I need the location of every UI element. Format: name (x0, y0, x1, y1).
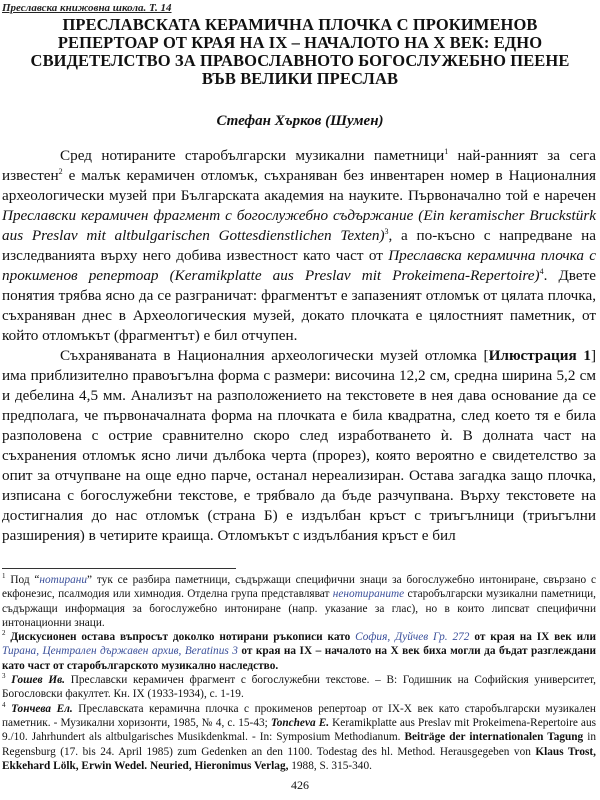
footnote-2 (2, 630, 596, 673)
footnote-1 (2, 573, 596, 630)
article-body (2, 146, 596, 546)
running-head: Преславска книжовна школа. Т. 14 (2, 2, 172, 14)
footnote-text-run: Гошев Ив. (11, 674, 65, 687)
footnote-text-run: старобългарски музикални паметници, съдържащи информация за богослужебно интониране (напр. указание за глас), но в които липсват специфични интонационни знаци. (2, 588, 596, 629)
illustration-ref[interactable]: Илюстрация 1 (488, 347, 591, 364)
footnote-text-run: Тончева Ел. (11, 702, 73, 715)
footnote-number: 2 (2, 629, 6, 638)
footnote-ref-3[interactable]: 3 (384, 227, 389, 236)
text-run: , а по-късно с напредване на изследванията върху него добива известност като част от (2, 227, 596, 264)
footnote-text-run: Преславски керамичен фрагмент с богослужебни текстове. – В: Годишник на Софийския университет, Богословски факултет. Кн. IX (1933-1934), с. 1-19. (2, 674, 597, 701)
author: Стефан Хърков (Шумен) (216, 113, 384, 129)
footnotes (2, 573, 596, 773)
footnote-text-run: Klaus Trost, Ekkehard Lölk, Erwin Wedel. Neuried, Hieronimus Verlag, (2, 745, 596, 772)
text-run: Сред нотираните старобългарски музикални паметници (60, 147, 445, 164)
text-run: е малък керамичен отломък, съхраняван без инвентарен номер в Националния археологически музей при Българската академия на науките. Първоначално той е наречен (2, 167, 596, 204)
footnote-text-run: София, Дуйчев Гр. 272 (355, 631, 470, 644)
title-line: ВЪВ ВЕЛИКИ ПРЕСЛАВ (201, 69, 399, 88)
footnote-ref-2[interactable]: 2 (58, 167, 63, 176)
footnote-ref-1[interactable]: 1 (444, 147, 449, 156)
italic-title: Преславска керамична плочка с прокименов репертоар (Keramikplatte aus Preslav mit Prokeimena-Repertoire) (2, 247, 597, 284)
footnote-text-run: ” тук се разбира паметници, съдържащи специфични знаци за богослужебно интониране, свързано с екфонезис, псалмодия или химнодия. Отделна група представляват (2, 574, 596, 601)
page-number: 426 (291, 778, 309, 792)
footnote-text-run: in Regensburg (17. bis 24. April 1985) zum Gedenken an den 1100. Todestag des hl. Method. Herausgegeben von (2, 731, 597, 758)
text-run: ] има приблизително правоъгълна форма с размери: височина 12,2 см, средна ширина 5,2 см и дебелина 4,5 мм. Анализът на разположението на текстовете в нея дава основание да се предполага, че първоначалната форма на плочката е била квадратна, след което тя е била разполовена с острие сравнително скоро след изработването ѝ. В долната част на съхранения отломък ясно личи дълбока черта (прорез), която вероятно е свидетелство за опит за отчупване на още едно парче, останал нереализиран. Остава загадка защо плочка, изписана с богослужебни текстове, е трябвало да бъде разчупвана. Върху текстовете на достигналия до нас отломък (страна Б) е издълбан кръст с триъгълници (триъгълни разширения) в четирите краища. Отломъкът с издълбания кръст е бил (2, 347, 596, 544)
footnote-text-run: 1988, S. 315-340. (288, 759, 372, 772)
footnote-4 (2, 702, 596, 773)
footnote-separator (2, 568, 236, 569)
footnote-text-run: Под “ (5, 574, 40, 586)
text-run: Съхраняваната в Националния археологически музей отломка [ (60, 347, 489, 364)
footnote-text-run: Beiträge der internationalen Tagung (404, 731, 584, 744)
footnote-number: 4 (2, 700, 6, 709)
footnote-ref-4[interactable]: 4 (539, 267, 544, 276)
footnote-text-run: от края на IX век или (469, 631, 597, 644)
footnote-text-run: Toncheva E. (270, 716, 330, 729)
footnote-number: 3 (2, 672, 6, 681)
footnote-text-run: нотирани (39, 574, 88, 586)
footnote-text-run: Beratinus 3 (184, 645, 238, 658)
footnote-text-run: Тирана, Централен държавен архив, (2, 645, 185, 658)
footnote-text-run: от края на IX – началото на X век биха могли да бъдат разглеждани като част от старобългарското музикално наследство. (2, 645, 596, 672)
paragraph (2, 146, 596, 346)
footnote-text-run: Преславската керамична плочка с прокименов репертоар от IX-X век като старобългарски музикален паметник. - Музикални хоризонти, 1985, № 4, с. 15-43; (2, 702, 596, 729)
italic-title: Преславски керамичен фрагмент с богослужебно съдържание (Ein keramischer Bruckstürk aus Preslav mit altbulgarischen Gottesdienstlichen Texten) (2, 207, 596, 244)
footnote-text-run: ненотираните (332, 588, 405, 601)
footnote-number: 1 (2, 572, 6, 580)
title-line: РЕПЕРТОАР ОТ КРАЯ НА IX – НАЧАЛОТО НА X ВЕК: ЕДНО (57, 33, 543, 52)
paragraph (2, 346, 596, 546)
title-line: СВИДЕТЕЛСТВО ЗА ПРАВОСЛАВНОТО БОГОСЛУЖЕБНО ПЕЕНЕ (30, 51, 570, 70)
text-run: . Двете понятия трябва ясно да се разграничат: фрагментът е запазеният отломък от цялата плочка, съхраняван днес в Археологическия музей, докато плочката е цялостният паметник, от който отломъкът (фрагментът) е бил отчупен. (2, 267, 597, 344)
footnote-text-run: Keramikplatte aus Preslav mit Prokeimena-Repertoire aus 9./10. Jahrhundert als altbulgarisches Musikdenkmal. - In: Symposium Methodianum. (2, 716, 596, 744)
article-title (0, 16, 600, 88)
text-run: най-ранният за сега известен (2, 147, 596, 184)
footnote-3 (2, 673, 596, 702)
footnote-text-run: Дискусионен остава въпросът доколко нотирани ръкописи като (5, 631, 356, 644)
title-line: ПРЕСЛАВСКАТА КЕРАМИЧНА ПЛОЧКА С ПРОКИМЕНОВ (62, 15, 538, 34)
